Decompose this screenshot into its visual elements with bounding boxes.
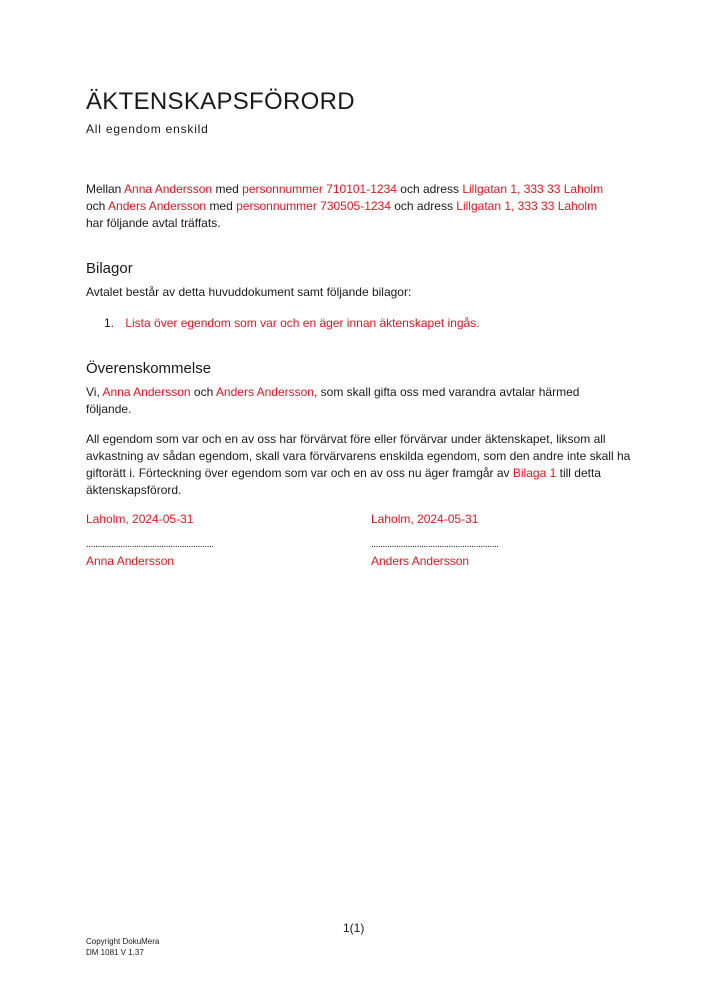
signature-block-party1: [86, 512, 306, 568]
overenskommelse-paragraph-1: [86, 384, 611, 418]
party2-address: Lillgatan 1, 333 33 Laholm: [456, 199, 598, 213]
intro-paragraph: [86, 181, 646, 232]
page-number: 1(1): [343, 921, 365, 935]
intro-word: med: [215, 182, 239, 196]
party1-name: Anna Andersson: [124, 182, 213, 196]
party1-personnummer: personnummer 710101-1234: [242, 182, 397, 196]
overenskommelse-heading: Överenskommelse: [86, 360, 212, 377]
document-subtitle: All egendom enskild: [86, 122, 209, 136]
footer-copyright: Copyright DokuMera: [86, 937, 160, 946]
bilagor-list: [104, 315, 480, 332]
list-item-text: Lista över egendom som var och en äger innan äktenskapet ingås.: [125, 316, 480, 330]
intro-word: och adress: [394, 199, 453, 213]
intro-word: har följande avtal träffats.: [86, 216, 221, 230]
signature-place-date: Laholm, 2024-05-31: [371, 512, 479, 526]
party1-address: Lillgatan 1, 333 33 Laholm: [462, 182, 604, 196]
p1-och: och: [193, 385, 214, 399]
footer-version: DM 1081 V 1.37: [86, 948, 144, 957]
signature-line: ........................................................: [86, 539, 214, 550]
signature-block-party2: [371, 512, 591, 568]
p2-end: till detta äktenskapsförord.: [86, 466, 601, 497]
party2-personnummer: personnummer 730505-1234: [236, 199, 391, 213]
p1-party2-name: Anders Andersson: [215, 385, 314, 399]
signature-line: ........................................................: [371, 539, 499, 550]
signature-name: Anna Andersson: [86, 554, 175, 568]
intro-word: Mellan: [86, 182, 122, 196]
bilagor-text: Avtalet består av detta huvuddokument samt följande bilagor:: [86, 285, 412, 299]
p1-start: Vi,: [86, 385, 100, 399]
intro-word: med: [209, 199, 233, 213]
signature-place-date: Laholm, 2024-05-31: [86, 512, 194, 526]
intro-word: och adress: [400, 182, 459, 196]
p1-rest: , som skall gifta oss med varandra avtalar härmed följande.: [86, 385, 580, 416]
bilagor-heading: Bilagor: [86, 260, 133, 277]
signature-name: Anders Andersson: [371, 554, 470, 568]
p2-text: All egendom som var och en av oss har förvärvat före eller förvärvar under äktenskapet, liksom all avkastning av sådan egendom, skall vara förvärvarens enskilda egendom, som den andre inte skall ha giftorätt i. Förteckning över egendom som var och en av oss nu äger framgår av: [86, 432, 631, 480]
overenskommelse-paragraph-2: [86, 431, 631, 499]
p2-bilaga-ref: Bilaga 1: [512, 466, 557, 480]
footer: [86, 936, 159, 958]
party2-name: Anders Andersson: [108, 199, 207, 213]
list-item: [104, 315, 480, 332]
intro-word: och: [86, 199, 106, 213]
list-item-number: 1.: [104, 316, 115, 330]
p1-party1-name: Anna Andersson: [102, 385, 191, 399]
document-title: ÄKTENSKAPSFÖRORD: [86, 88, 355, 115]
